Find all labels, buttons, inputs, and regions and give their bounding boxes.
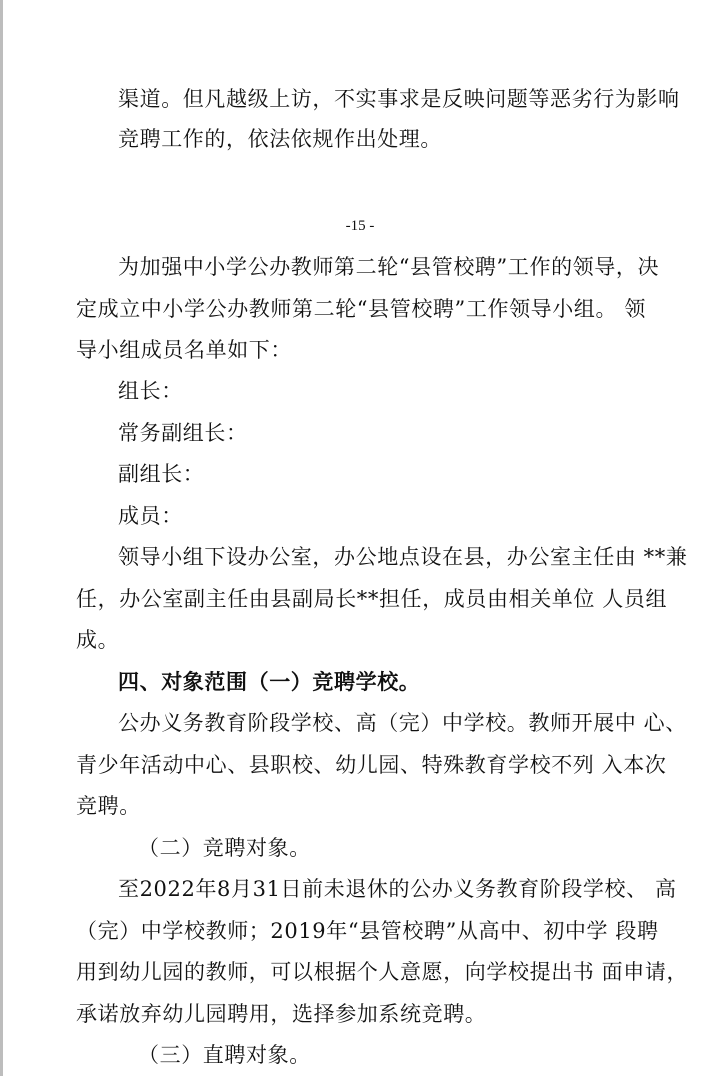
paragraph-line: 导小组成员名单如下：: [76, 338, 292, 362]
paragraph-line: 竞聘。: [76, 794, 141, 818]
paragraph-line: 用到幼儿园的教师，可以根据个人意愿，向学校提出书 面申请，: [76, 960, 689, 984]
page-edge: [0, 0, 3, 1076]
paragraph-line: 领导小组下设办公室，办公地点设在县，办公室主任由 **兼: [118, 545, 688, 569]
subsection-heading: （三）直聘对象。: [138, 1043, 311, 1067]
role-deputy: 副组长：: [118, 462, 205, 486]
paragraph-line: 定成立中小学公办教师第二轮“县管校聘”工作领导小组。 领: [76, 297, 646, 321]
role-executive-deputy: 常务副组长：: [118, 421, 248, 445]
role-members: 成员：: [118, 504, 183, 528]
paragraph-line: 公办义务教育阶段学校、高（完）中学校。教师开展中 心、: [118, 711, 687, 735]
paragraph-line: （完）中学校教师；2019年“县管校聘”从高中、初中学 段聘: [76, 919, 659, 943]
section-heading: 四、对象范围（一）竞聘学校。: [118, 670, 421, 694]
paragraph-line: 成。: [76, 628, 120, 652]
paragraph-line: 至2022年8月31日前未退休的公办义务教育阶段学校、 高: [118, 877, 677, 901]
paragraph-line: 承诺放弃幼儿园聘用，选择参加系统竞聘。: [76, 1002, 487, 1026]
role-leader: 组长：: [118, 379, 183, 403]
paragraph-line: 任，办公室副主任由县副局长**担任，成员由相关单位 人员组: [76, 587, 668, 611]
prev-page-line: 竞聘工作的，依法依规作出处理。: [118, 127, 442, 151]
subsection-heading: （二）竞聘对象。: [138, 836, 311, 860]
paragraph-line: 青少年活动中心、县职校、幼儿园、特殊教育学校不列 入本次: [76, 753, 667, 777]
page-number: -15 -: [345, 218, 375, 234]
paragraph-line: 为加强中小学公办教师第二轮“县管校聘”工作的领导，决: [118, 255, 660, 279]
prev-page-line: 渠道。但凡越级上访，不实事求是反映问题等恶劣行为影响: [118, 87, 680, 111]
